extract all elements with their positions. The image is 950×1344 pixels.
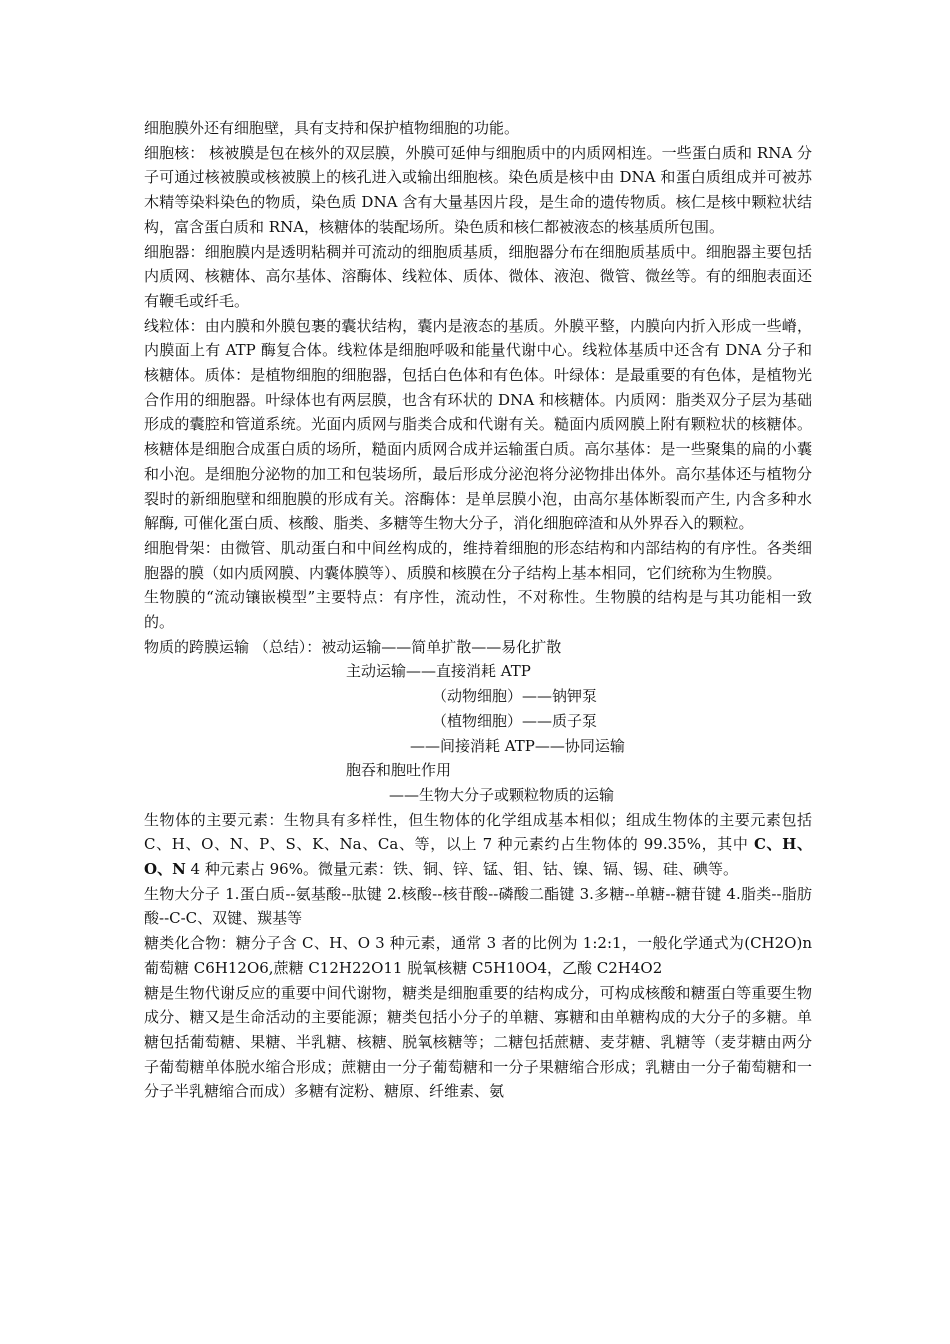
transport-summary: [144, 635, 812, 808]
paragraph-elements: [144, 808, 812, 882]
paragraph-macromolecules: 生物大分子 1.蛋白质--氨基酸--肽键 2.核酸--核苷酸--磷酸二酯键 3.多糖--单糖--糖苷键 4.脂类--脂肪酸--C-C、双键、羰基等: [144, 884, 812, 928]
transport-line-indirect: ——间接消耗 ATP——协同运输: [410, 736, 625, 755]
transport-line-macromolecule: ——生物大分子或颗粒物质的运输: [389, 785, 615, 804]
paragraph-cell-wall: 细胞膜外还有细胞壁，具有支持和保护植物细胞的功能。: [144, 119, 520, 137]
paragraph-nucleus: 细胞核： 核被膜是包在核外的双层膜，外膜可延伸与细胞质中的内质网相连。一些蛋白质和 RNA 分子可通过核被膜或核被膜上的核孔进入或输出细胞核。染色质是核中由 DNA 和蛋白质组成并可被苏木精等染料染色的物质，染色质 DNA 含有大量基因片段，是生命的遗传物质。核仁是核中颗粒状结构，富含蛋白质和 RNA，核糖体的装配场所。染色质和核仁都被液态的核基质所包围。: [144, 143, 812, 236]
elements-text-a: 生物体的主要元素：生物具有多样性，但生物体的化学组成基本相似；组成生物体的主要元素包括 C、H、O、N、P、S、K、Na、Ca、等，以上 7 种元素约占生物体的 99.35%，其中: [144, 810, 812, 854]
transport-line-active: 主动运输——直接消耗 ATP: [346, 662, 531, 681]
paragraph-carbohydrates: 糖类化合物：糖分子含 C、H、O 3 种元素，通常 3 者的比例为 1:2:1，一般化学通式为(CH2O)n 葡萄糖 C6H12O6,蔗糖 C12H22O11 脱氧核糖 C5H10O4，乙酸 C2H4O2: [144, 934, 812, 977]
transport-line-plant: （植物细胞）——质子泵: [432, 711, 598, 730]
document-body: [144, 116, 812, 1104]
transport-line-passive: 物质的跨膜运输 （总结）：被动运输——简单扩散——易化扩散: [144, 637, 562, 656]
paragraph-organelles: 细胞器：细胞膜内是透明粘稠并可流动的细胞质基质，细胞器分布在细胞质基质中。细胞器主要包括 内质网、核糖体、高尔基体、溶酶体、线粒体、质体、微体、液泡、微管、微丝等。有的细胞表面还有鞭毛或纤毛。: [144, 242, 812, 310]
elements-text-b: 4 种元素占 96%。微量元素：铁、铜、锌、锰、钼、钴、镍、镉、锡、硅、碘等。: [185, 859, 738, 878]
paragraph-fluid-mosaic: 生物膜的“流动镶嵌模型”主要特点：有序性，流动性，不对称性。生物膜的结构是与其功能相一致的。: [144, 588, 812, 632]
paragraph-mitochondria: 线粒体：由内膜和外膜包裹的囊状结构，囊内是液态的基质。外膜平整，内膜向内折入形成一些嵴，内膜面上有 ATP 酶复合体。线粒体是细胞呼吸和能量代谢中心。线粒体基质中还含有 DNA 分子和核糖体。质体：是植物细胞的细胞器，包括白色体和有色体。叶绿体：是最重要的有色体，是植物光合作用的细胞器。叶绿体也有两层膜，也含有环状的 DNA 和核糖体。内质网：脂类双分子层为基础形成的囊腔和管道系统。光面内质网与脂类合成和代谢有关。糙面内质网膜上附有颗粒状的核糖体。核糖体是细胞合成蛋白质的场所，糙面内质网合成并运输蛋白质。高尔基体：是一些聚集的扁的小囊和小泡。是细胞分泌物的加工和包装场所，最后形成分泌泡将分泌物排出体外。高尔基体还与植物分裂时的新细胞壁和细胞膜的形成有关。溶酶体：是单层膜小泡，由高尔基体断裂而产生, 内含多种水解酶, 可催化蛋白质、核酸、脂类、多糖等生物大分子，消化细胞碎渣和从外界吞入的颗粒。: [144, 316, 812, 533]
elements-text-bold: C、H、O、N: [144, 835, 812, 878]
transport-line-animal: （动物细胞）——钠钾泵: [432, 687, 598, 706]
paragraph-sugars: 糖是生物代谢反应的重要中间代谢物，糖类是细胞重要的结构成分，可构成核酸和糖蛋白等重要生物成分、糖又是生命活动的主要能源；糖类包括小分子的单糖、寡糖和由单糖构成的大分子的多糖。单糖包括葡萄糖、果糖、半乳糖、核糖、脱氧核糖等；二糖包括蔗糖、麦芽糖、乳糖等（麦芽糖由两分子葡萄糖单体脱水缩合形成；蔗糖由一分子葡萄糖和一分子果糖缩合形成；乳糖由一分子葡萄糖和一分子半乳糖缩合而成）多糖有淀粉、糖原、纤维素、氨: [144, 983, 812, 1101]
transport-line-endocytosis: 胞吞和胞吐作用: [346, 761, 452, 780]
paragraph-cytoskeleton: 细胞骨架：由微管、肌动蛋白和中间丝构成的，维持着细胞的形态结构和内部结构的有序性。各类细胞器的膜（如内质网膜、内囊体膜等）、质膜和核膜在分子结构上基本相同，它们统称为生物膜。: [144, 538, 812, 582]
